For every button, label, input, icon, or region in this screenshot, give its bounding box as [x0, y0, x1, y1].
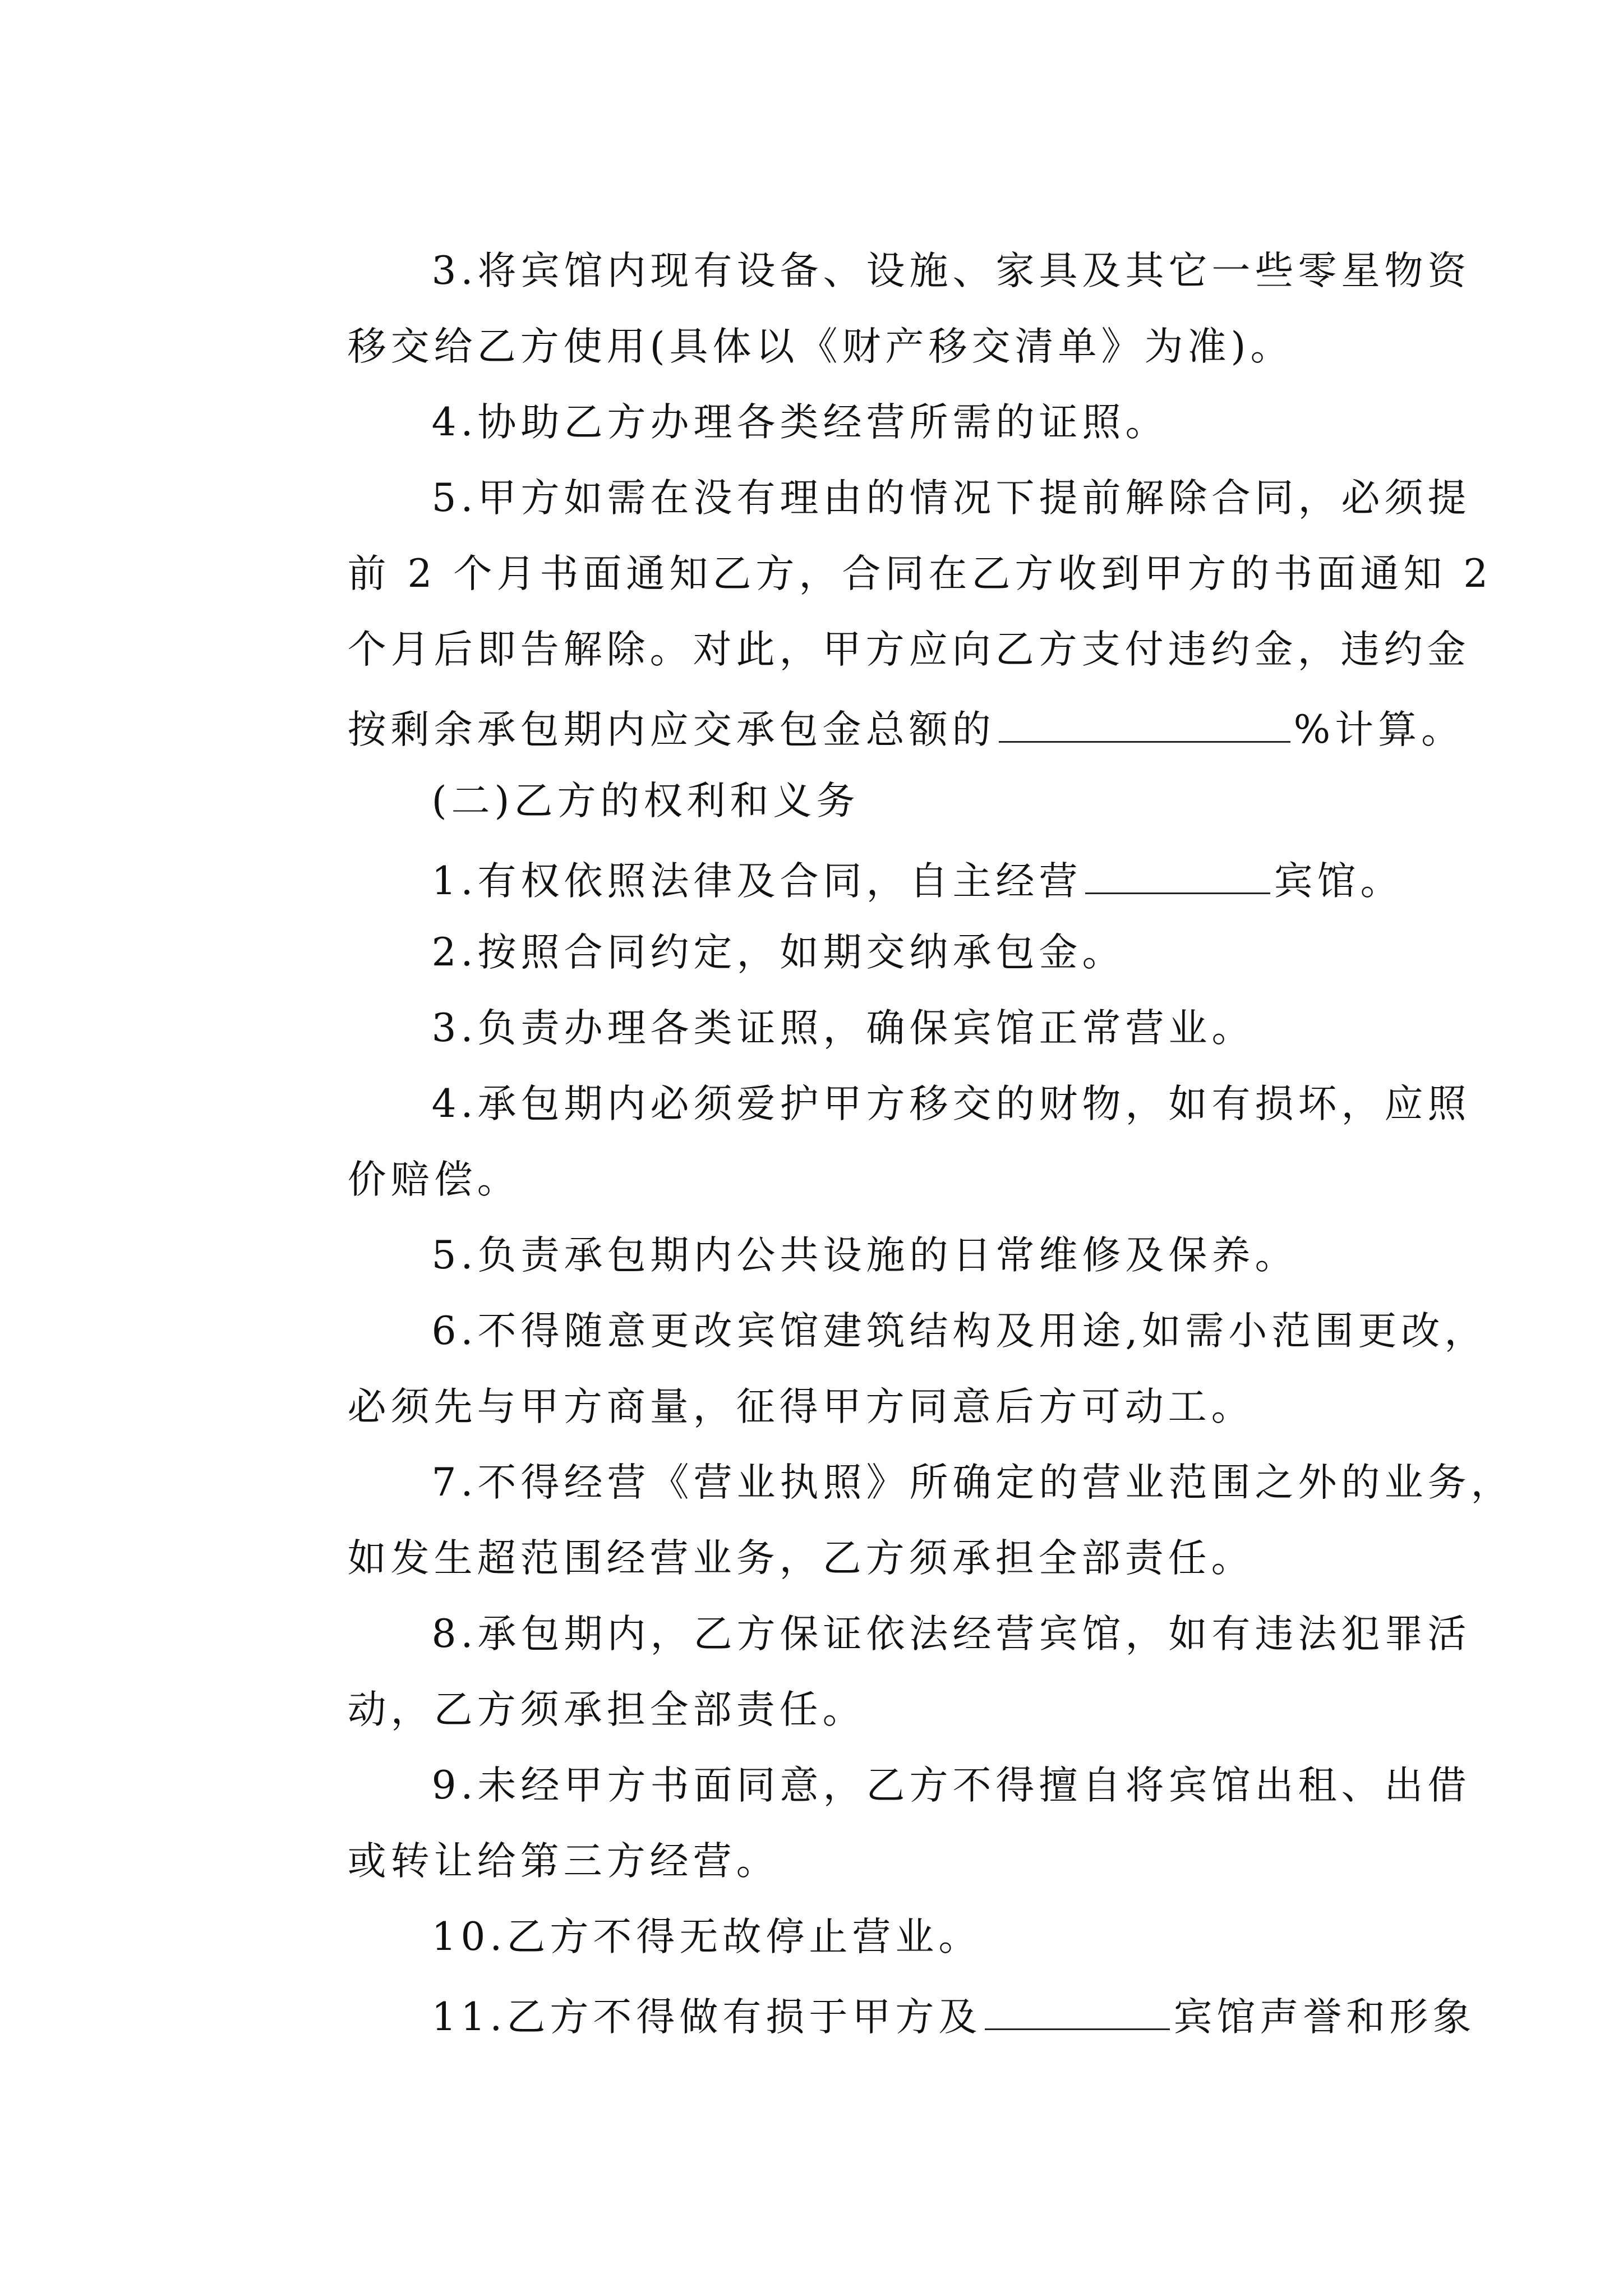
line-text: 4.承包期内必须爱护甲方移交的财物，如有损坏，应照: [431, 1082, 1471, 1126]
line-text: 宾馆。: [1274, 859, 1404, 904]
line-text: 移交给乙方使用(具体以《财产移交清单》为准)。: [347, 324, 1294, 369]
line-text: 前 2 个月书面通知乙方，合同在乙方收到甲方的书面通知 2: [347, 551, 1493, 596]
line-text: 或转让给第三方经营。: [347, 1839, 780, 1884]
line-text: 价赔偿。: [347, 1157, 520, 1202]
line-text: 3.负责办理各类证照，确保宾馆正常营业。: [431, 1006, 1255, 1051]
line-text: 10.乙方不得无故停止营业。: [431, 1915, 982, 1959]
line-text: 9.未经甲方书面同意，乙方不得擅自将宾馆出租、出借: [431, 1763, 1471, 1808]
line-text: 按剩余承包期内应交承包金总额的: [347, 707, 995, 752]
line-text: 个月后即告解除。对此，甲方应向乙方支付违约金，违约金: [347, 627, 1470, 672]
line-text: 11.乙方不得做有损于甲方及: [431, 1995, 982, 2040]
line-text: 如发生超范围经营业务，乙方须承担全部责任。: [347, 1536, 1255, 1581]
line-text: %计算。: [1293, 707, 1465, 752]
line-text: 动，乙方须承担全部责任。: [347, 1687, 866, 1732]
fill-in-blank[interactable]: [985, 1994, 1170, 2030]
line-text: 1.有权依照法律及合同，自主经营: [431, 859, 1082, 904]
line-text: 5.负责承包期内公共设施的日常维修及保养。: [431, 1233, 1298, 1278]
fill-in-blank[interactable]: [999, 706, 1290, 743]
line-text: 5.甲方如需在没有理由的情况下提前解除合同，必须提: [431, 476, 1471, 521]
line-text: (二)乙方的权利和义务: [431, 779, 860, 823]
line-text: 6.不得随意更改宾馆建筑结构及用途,如需小范围更改，: [431, 1309, 1488, 1354]
line-text: 2.按照合同约定，如期交纳承包金。: [431, 930, 1126, 975]
paragraph-line: [331, 1955, 1476, 2076]
line-text: 必须先与甲方商量，征得甲方同意后方可动工。: [347, 1384, 1255, 1429]
fill-in-blank[interactable]: [1085, 858, 1270, 894]
line-text: 7.不得经营《营业执照》所确定的营业范围之外的业务，: [431, 1460, 1514, 1505]
line-text: 8.承包期内，乙方保证依法经营宾馆，如有违法犯罪活: [431, 1612, 1471, 1657]
line-text: 4.协助乙方办理各类经营所需的证照。: [431, 400, 1169, 445]
line-text: 宾馆声誉和形象: [1173, 1995, 1476, 2040]
line-text: 3.将宾馆内现有设备、设施、家具及其它一些零星物资: [431, 249, 1471, 293]
